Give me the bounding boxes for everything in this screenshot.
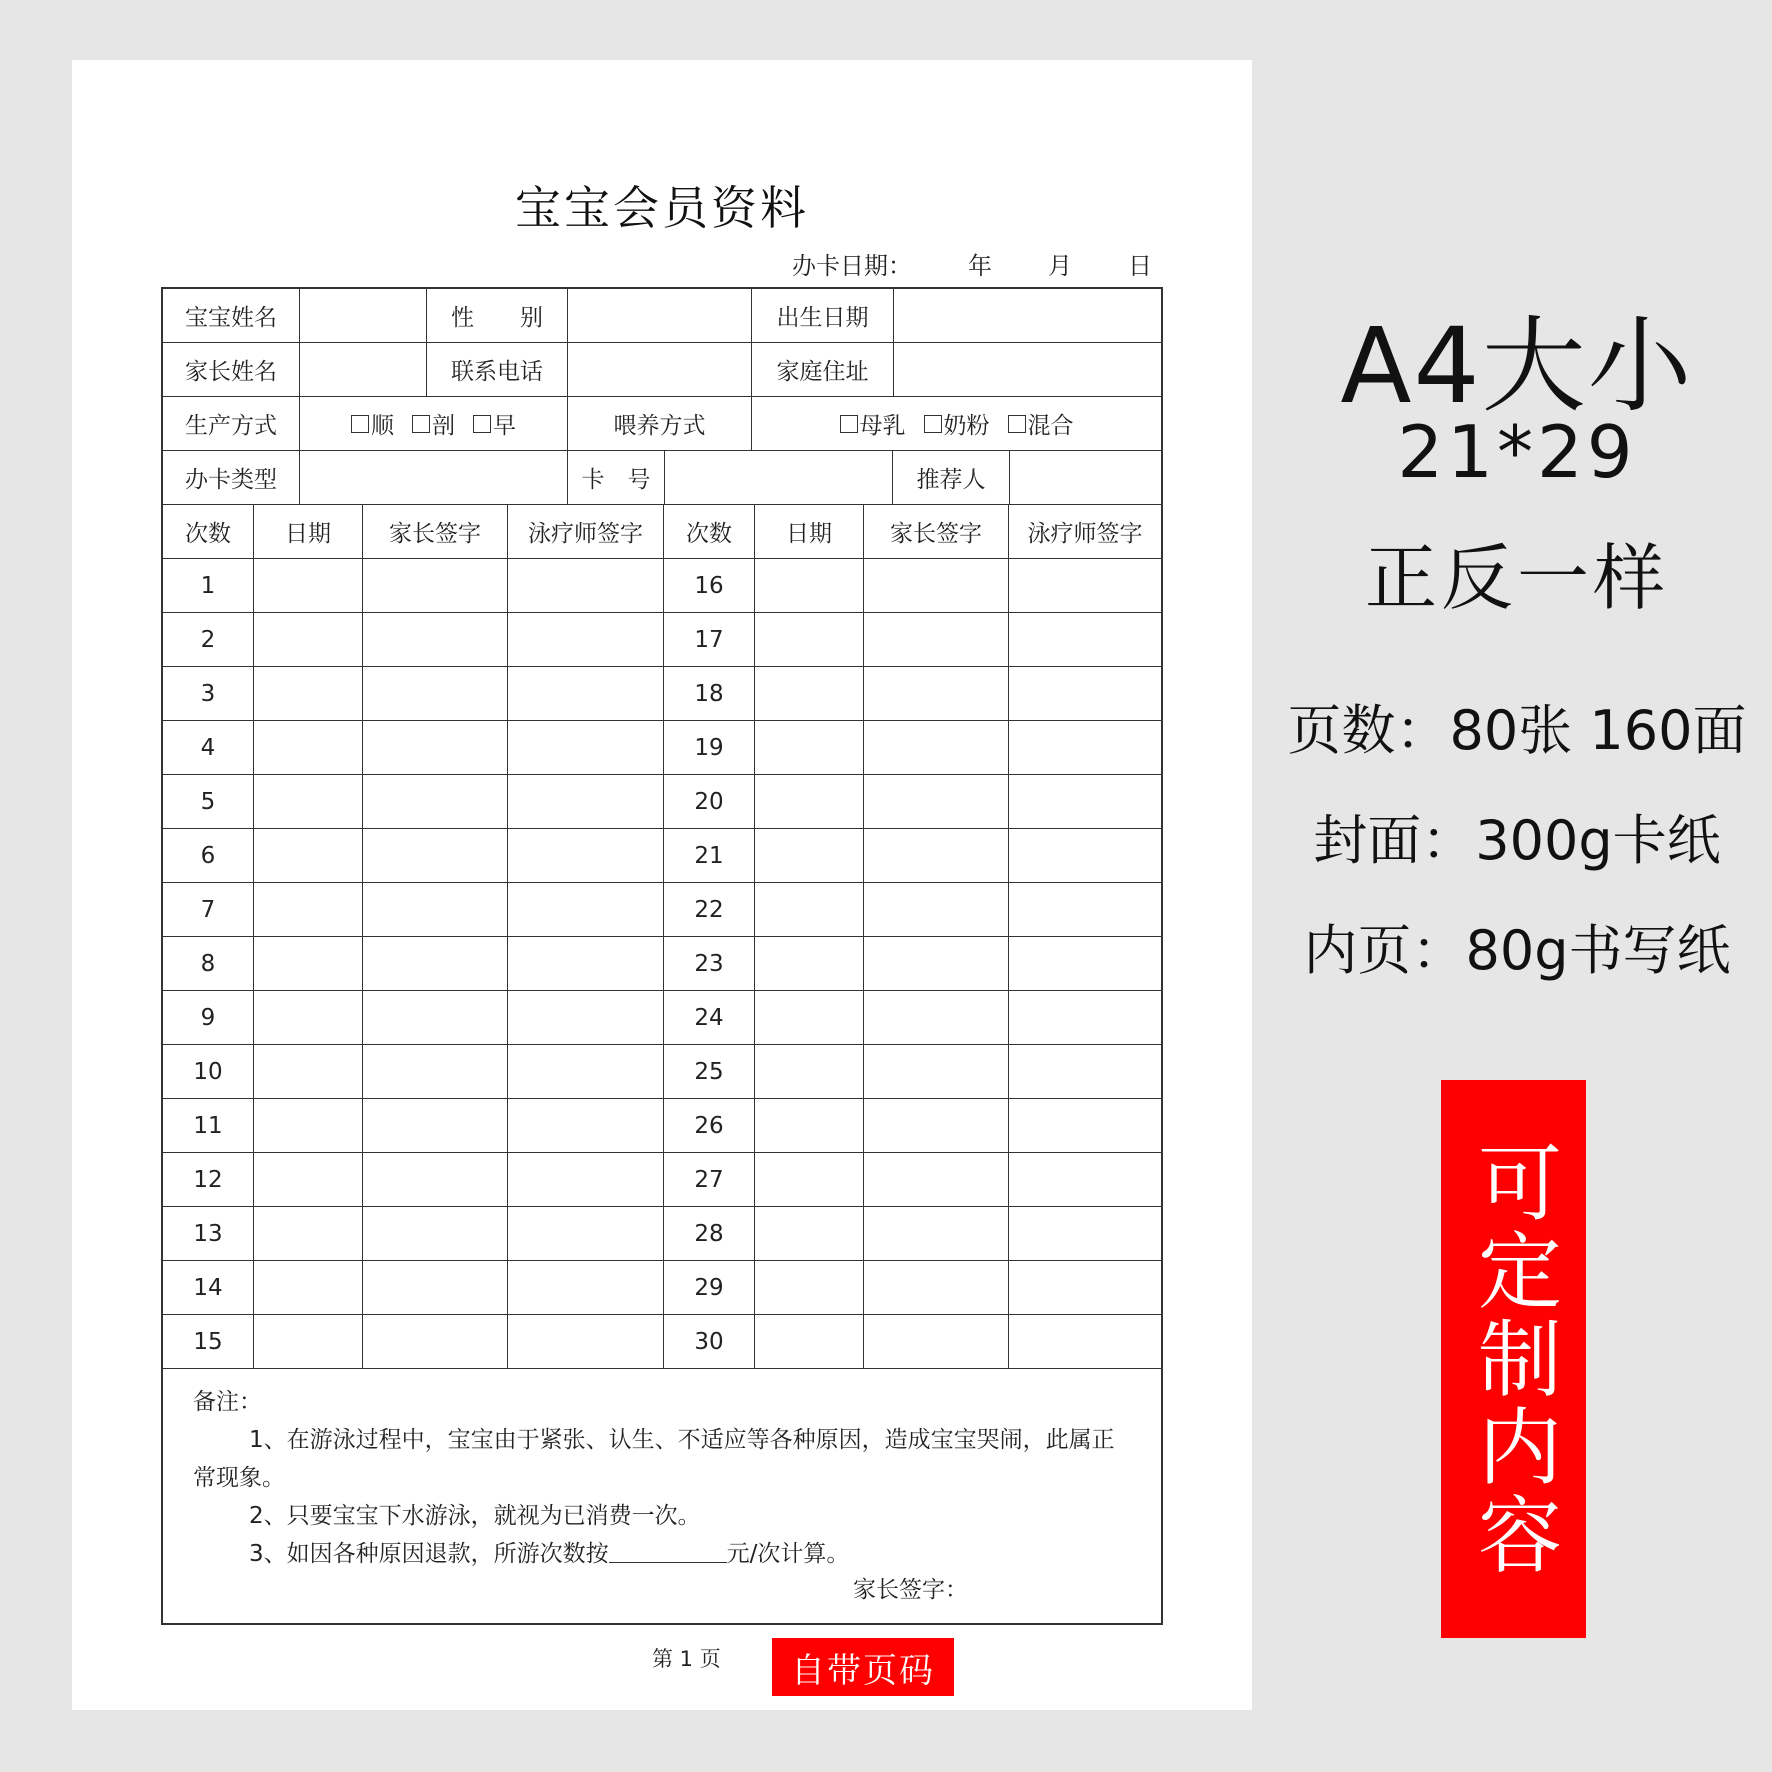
delivery-options bbox=[300, 397, 568, 450]
inner-spec-label: 内页：80g书写纸 bbox=[1303, 919, 1731, 982]
delivery-label: 生产方式 bbox=[163, 397, 300, 450]
log-entry-field[interactable] bbox=[1009, 613, 1161, 666]
size-label: A4大小 bbox=[1340, 305, 1694, 427]
visit-number: 10 bbox=[163, 1045, 254, 1098]
log-column-header: 泳疗师签字 bbox=[508, 505, 664, 558]
checkbox-icon bbox=[473, 415, 491, 433]
visit-number: 19 bbox=[664, 721, 755, 774]
info-row bbox=[163, 451, 1161, 505]
log-entry-field[interactable] bbox=[508, 937, 664, 990]
log-column-header: 日期 bbox=[254, 505, 363, 558]
log-entry-field[interactable] bbox=[363, 1099, 508, 1152]
card-date-month: 月 bbox=[1048, 252, 1072, 280]
baby-name-label: 宝宝姓名 bbox=[163, 289, 300, 342]
log-entry-field[interactable] bbox=[864, 1207, 1009, 1260]
note-line: 1、在游泳过程中，宝宝由于紧张、认生、不适应等各种原因，造成宝宝哭闹，此属正常现象。 bbox=[193, 1427, 1115, 1491]
page-number-badge: 自带页码 bbox=[772, 1638, 954, 1696]
log-entry-field[interactable] bbox=[1009, 775, 1161, 828]
log-entry-field[interactable] bbox=[755, 1045, 864, 1098]
feeding-option[interactable]: 混合 bbox=[1008, 407, 1074, 440]
log-entry-field[interactable] bbox=[864, 1099, 1009, 1152]
log-entry-field[interactable] bbox=[864, 667, 1009, 720]
info-row bbox=[163, 289, 1161, 343]
feeding-option[interactable]: 奶粉 bbox=[924, 407, 990, 440]
log-column-header: 家长签字 bbox=[864, 505, 1009, 558]
log-entry-field[interactable] bbox=[363, 721, 508, 774]
log-row bbox=[163, 883, 1161, 937]
visit-number: 11 bbox=[163, 1099, 254, 1152]
log-entry-field[interactable] bbox=[363, 991, 508, 1044]
feeding-options bbox=[752, 397, 1161, 450]
page-count-label: 页数：80张 160面 bbox=[1287, 699, 1747, 762]
log-entry-field[interactable] bbox=[1009, 1045, 1161, 1098]
visit-number: 17 bbox=[664, 613, 755, 666]
visit-number: 15 bbox=[163, 1315, 254, 1368]
log-entry-field[interactable] bbox=[755, 1261, 864, 1314]
log-entry-field[interactable] bbox=[864, 613, 1009, 666]
log-row bbox=[163, 559, 1161, 613]
log-body bbox=[163, 559, 1161, 1369]
feeding-option[interactable]: 母乳 bbox=[840, 407, 906, 440]
log-entry-field[interactable] bbox=[254, 559, 363, 612]
parent-signature-label: 家长签字： bbox=[853, 1577, 968, 1603]
log-entry-field[interactable] bbox=[508, 1315, 664, 1368]
log-entry-field[interactable] bbox=[864, 1315, 1009, 1368]
visit-number: 29 bbox=[664, 1261, 755, 1314]
visit-number: 13 bbox=[163, 1207, 254, 1260]
log-entry-field[interactable] bbox=[864, 1153, 1009, 1206]
log-row bbox=[163, 829, 1161, 883]
log-entry-field[interactable] bbox=[508, 613, 664, 666]
log-column-header: 家长签字 bbox=[363, 505, 508, 558]
double-sided-label: 正反一样 bbox=[1364, 536, 1669, 620]
baby-name-field[interactable] bbox=[300, 289, 427, 342]
notes-heading: 备注： bbox=[193, 1389, 262, 1415]
log-entry-field[interactable] bbox=[254, 1261, 363, 1314]
checkbox-icon bbox=[351, 415, 369, 433]
referrer-field[interactable] bbox=[1010, 451, 1161, 504]
log-entry-field[interactable] bbox=[254, 991, 363, 1044]
visit-number: 26 bbox=[664, 1099, 755, 1152]
log-entry-field[interactable] bbox=[363, 1045, 508, 1098]
card-no-field[interactable] bbox=[665, 451, 893, 504]
visit-number: 16 bbox=[664, 559, 755, 612]
visit-number: 30 bbox=[664, 1315, 755, 1368]
log-entry-field[interactable] bbox=[508, 991, 664, 1044]
log-entry-field[interactable] bbox=[508, 1207, 664, 1260]
log-entry-field[interactable] bbox=[755, 883, 864, 936]
log-column-header: 次数 bbox=[163, 505, 254, 558]
log-entry-field[interactable] bbox=[1009, 1099, 1161, 1152]
log-entry-field[interactable] bbox=[1009, 1153, 1161, 1206]
log-entry-field[interactable] bbox=[363, 1207, 508, 1260]
card-type-field[interactable] bbox=[300, 451, 568, 504]
birth-date-field[interactable] bbox=[894, 289, 1161, 342]
log-entry-field[interactable] bbox=[1009, 721, 1161, 774]
price-blank[interactable] bbox=[609, 1540, 727, 1563]
visit-number: 3 bbox=[163, 667, 254, 720]
log-entry-field[interactable] bbox=[254, 829, 363, 882]
visit-number: 21 bbox=[664, 829, 755, 882]
log-entry-field[interactable] bbox=[755, 775, 864, 828]
customizable-badge: 可定制内容 bbox=[1441, 1080, 1586, 1638]
card-no-label: 卡 号 bbox=[568, 451, 665, 504]
log-entry-field[interactable] bbox=[864, 1045, 1009, 1098]
note-line: 2、只要宝宝下水游泳，就视为已消费一次。 bbox=[249, 1503, 701, 1529]
log-entry-field[interactable] bbox=[363, 937, 508, 990]
log-entry-field[interactable] bbox=[508, 1099, 664, 1152]
phone-label: 联系电话 bbox=[427, 343, 568, 396]
card-date-day: 日 bbox=[1128, 252, 1152, 280]
checkbox-icon bbox=[1008, 415, 1026, 433]
visit-number: 14 bbox=[163, 1261, 254, 1314]
log-entry-field[interactable] bbox=[755, 721, 864, 774]
visit-number: 18 bbox=[664, 667, 755, 720]
delivery-option[interactable]: 顺 bbox=[351, 407, 394, 440]
visit-number: 20 bbox=[664, 775, 755, 828]
log-entry-field[interactable] bbox=[755, 613, 864, 666]
log-entry-field[interactable] bbox=[363, 775, 508, 828]
log-entry-field[interactable] bbox=[1009, 937, 1161, 990]
parent-name-field[interactable] bbox=[300, 343, 427, 396]
log-row bbox=[163, 1153, 1161, 1207]
address-field[interactable] bbox=[894, 343, 1161, 396]
checkbox-icon bbox=[412, 415, 430, 433]
log-entry-field[interactable] bbox=[755, 559, 864, 612]
visit-number: 23 bbox=[664, 937, 755, 990]
card-date-line bbox=[792, 246, 1232, 281]
visit-number: 27 bbox=[664, 1153, 755, 1206]
log-entry-field[interactable] bbox=[508, 721, 664, 774]
visit-number: 9 bbox=[163, 991, 254, 1044]
log-row bbox=[163, 1099, 1161, 1153]
log-entry-field[interactable] bbox=[755, 1315, 864, 1368]
card-date-year: 年 bbox=[968, 252, 992, 280]
log-entry-field[interactable] bbox=[508, 667, 664, 720]
log-entry-field[interactable] bbox=[1009, 667, 1161, 720]
log-entry-field[interactable] bbox=[363, 667, 508, 720]
checkbox-icon bbox=[924, 415, 942, 433]
log-entry-field[interactable] bbox=[864, 721, 1009, 774]
form-sheet bbox=[72, 60, 1252, 1710]
log-header-row bbox=[163, 505, 1161, 559]
log-entry-field[interactable] bbox=[755, 829, 864, 882]
log-entry-field[interactable] bbox=[254, 1099, 363, 1152]
log-row bbox=[163, 1045, 1161, 1099]
parent-name-label: 家长姓名 bbox=[163, 343, 300, 396]
log-column-header: 日期 bbox=[755, 505, 864, 558]
log-entry-field[interactable] bbox=[508, 1153, 664, 1206]
log-entry-field[interactable] bbox=[254, 1207, 363, 1260]
log-entry-field[interactable] bbox=[1009, 991, 1161, 1044]
log-entry-field[interactable] bbox=[254, 883, 363, 936]
log-row bbox=[163, 613, 1161, 667]
log-entry-field[interactable] bbox=[755, 1207, 864, 1260]
log-entry-field[interactable] bbox=[254, 937, 363, 990]
notes-section bbox=[163, 1369, 1161, 1623]
delivery-option[interactable]: 剖 bbox=[412, 407, 455, 440]
log-entry-field[interactable] bbox=[508, 883, 664, 936]
log-row bbox=[163, 937, 1161, 991]
visit-number: 12 bbox=[163, 1153, 254, 1206]
visit-number: 22 bbox=[664, 883, 755, 936]
log-entry-field[interactable] bbox=[1009, 559, 1161, 612]
log-entry-field[interactable] bbox=[1009, 1315, 1161, 1368]
note-line: 3、如因各种原因退款，所游次数按 元/次计算。 bbox=[249, 1541, 850, 1567]
feeding-label: 喂养方式 bbox=[568, 397, 752, 450]
log-entry-field[interactable] bbox=[864, 829, 1009, 882]
log-row bbox=[163, 1261, 1161, 1315]
checkbox-icon bbox=[840, 415, 858, 433]
log-entry-field[interactable] bbox=[755, 667, 864, 720]
log-entry-field[interactable] bbox=[254, 1315, 363, 1368]
log-entry-field[interactable] bbox=[508, 1261, 664, 1314]
log-entry-field[interactable] bbox=[254, 1153, 363, 1206]
log-entry-field[interactable] bbox=[864, 1261, 1009, 1314]
card-date-label: 办卡日期： bbox=[792, 252, 912, 280]
log-entry-field[interactable] bbox=[254, 667, 363, 720]
log-row bbox=[163, 1207, 1161, 1261]
dimensions-label: 21*29 bbox=[1397, 410, 1637, 494]
log-entry-field[interactable] bbox=[508, 775, 664, 828]
log-entry-field[interactable] bbox=[363, 1315, 508, 1368]
member-form-table bbox=[161, 287, 1163, 1625]
visit-number: 24 bbox=[664, 991, 755, 1044]
log-entry-field[interactable] bbox=[254, 775, 363, 828]
visit-number: 8 bbox=[163, 937, 254, 990]
log-row bbox=[163, 667, 1161, 721]
log-entry-field[interactable] bbox=[363, 1261, 508, 1314]
visit-number: 4 bbox=[163, 721, 254, 774]
log-entry-field[interactable] bbox=[1009, 1261, 1161, 1314]
log-column-header: 泳疗师签字 bbox=[1027, 521, 1143, 547]
log-entry-field[interactable] bbox=[363, 883, 508, 936]
gender-label: 性 别 bbox=[427, 289, 568, 342]
log-entry-field[interactable] bbox=[1009, 1207, 1161, 1260]
log-entry-field[interactable] bbox=[508, 1045, 664, 1098]
visit-number: 5 bbox=[163, 775, 254, 828]
log-entry-field[interactable] bbox=[508, 829, 664, 882]
log-entry-field[interactable] bbox=[508, 559, 664, 612]
visit-number: 7 bbox=[163, 883, 254, 936]
log-entry-field[interactable] bbox=[363, 613, 508, 666]
gender-field[interactable] bbox=[568, 289, 752, 342]
log-row bbox=[163, 1315, 1161, 1369]
visit-number: 1 bbox=[163, 559, 254, 612]
log-entry-field[interactable] bbox=[864, 775, 1009, 828]
log-entry-field[interactable] bbox=[1009, 829, 1161, 882]
log-entry-field[interactable] bbox=[755, 991, 864, 1044]
card-type-label: 办卡类型 bbox=[163, 451, 300, 504]
log-column-header: 次数 bbox=[664, 505, 755, 558]
log-entry-field[interactable] bbox=[254, 613, 363, 666]
log-row bbox=[163, 991, 1161, 1045]
log-entry-field[interactable] bbox=[1009, 883, 1161, 936]
visit-number: 28 bbox=[664, 1207, 755, 1260]
referrer-label: 推荐人 bbox=[893, 451, 1010, 504]
log-row bbox=[163, 775, 1161, 829]
log-entry-field[interactable] bbox=[864, 991, 1009, 1044]
log-entry-field[interactable] bbox=[363, 559, 508, 612]
delivery-option[interactable]: 早 bbox=[473, 407, 516, 440]
address-label: 家庭住址 bbox=[752, 343, 894, 396]
log-entry-field[interactable] bbox=[755, 937, 864, 990]
phone-field[interactable] bbox=[568, 343, 752, 396]
log-entry-field[interactable] bbox=[755, 1099, 864, 1152]
log-entry-field[interactable] bbox=[864, 559, 1009, 612]
document-title: 宝宝会员资料 bbox=[515, 181, 809, 235]
log-entry-field[interactable] bbox=[254, 721, 363, 774]
log-entry-field[interactable] bbox=[363, 1153, 508, 1206]
info-row bbox=[163, 397, 1161, 451]
visit-number: 25 bbox=[664, 1045, 755, 1098]
log-entry-field[interactable] bbox=[864, 883, 1009, 936]
log-entry-field[interactable] bbox=[254, 1045, 363, 1098]
visit-number: 6 bbox=[163, 829, 254, 882]
log-entry-field[interactable] bbox=[864, 937, 1009, 990]
log-entry-field[interactable] bbox=[755, 1153, 864, 1206]
log-entry-field[interactable] bbox=[363, 829, 508, 882]
page-number: 第 1 页 bbox=[652, 1647, 721, 1671]
birth-date-label: 出生日期 bbox=[752, 289, 894, 342]
info-row bbox=[163, 343, 1161, 397]
cover-spec-label: 封面：300g卡纸 bbox=[1313, 809, 1721, 872]
visit-number: 2 bbox=[163, 613, 254, 666]
log-row bbox=[163, 721, 1161, 775]
